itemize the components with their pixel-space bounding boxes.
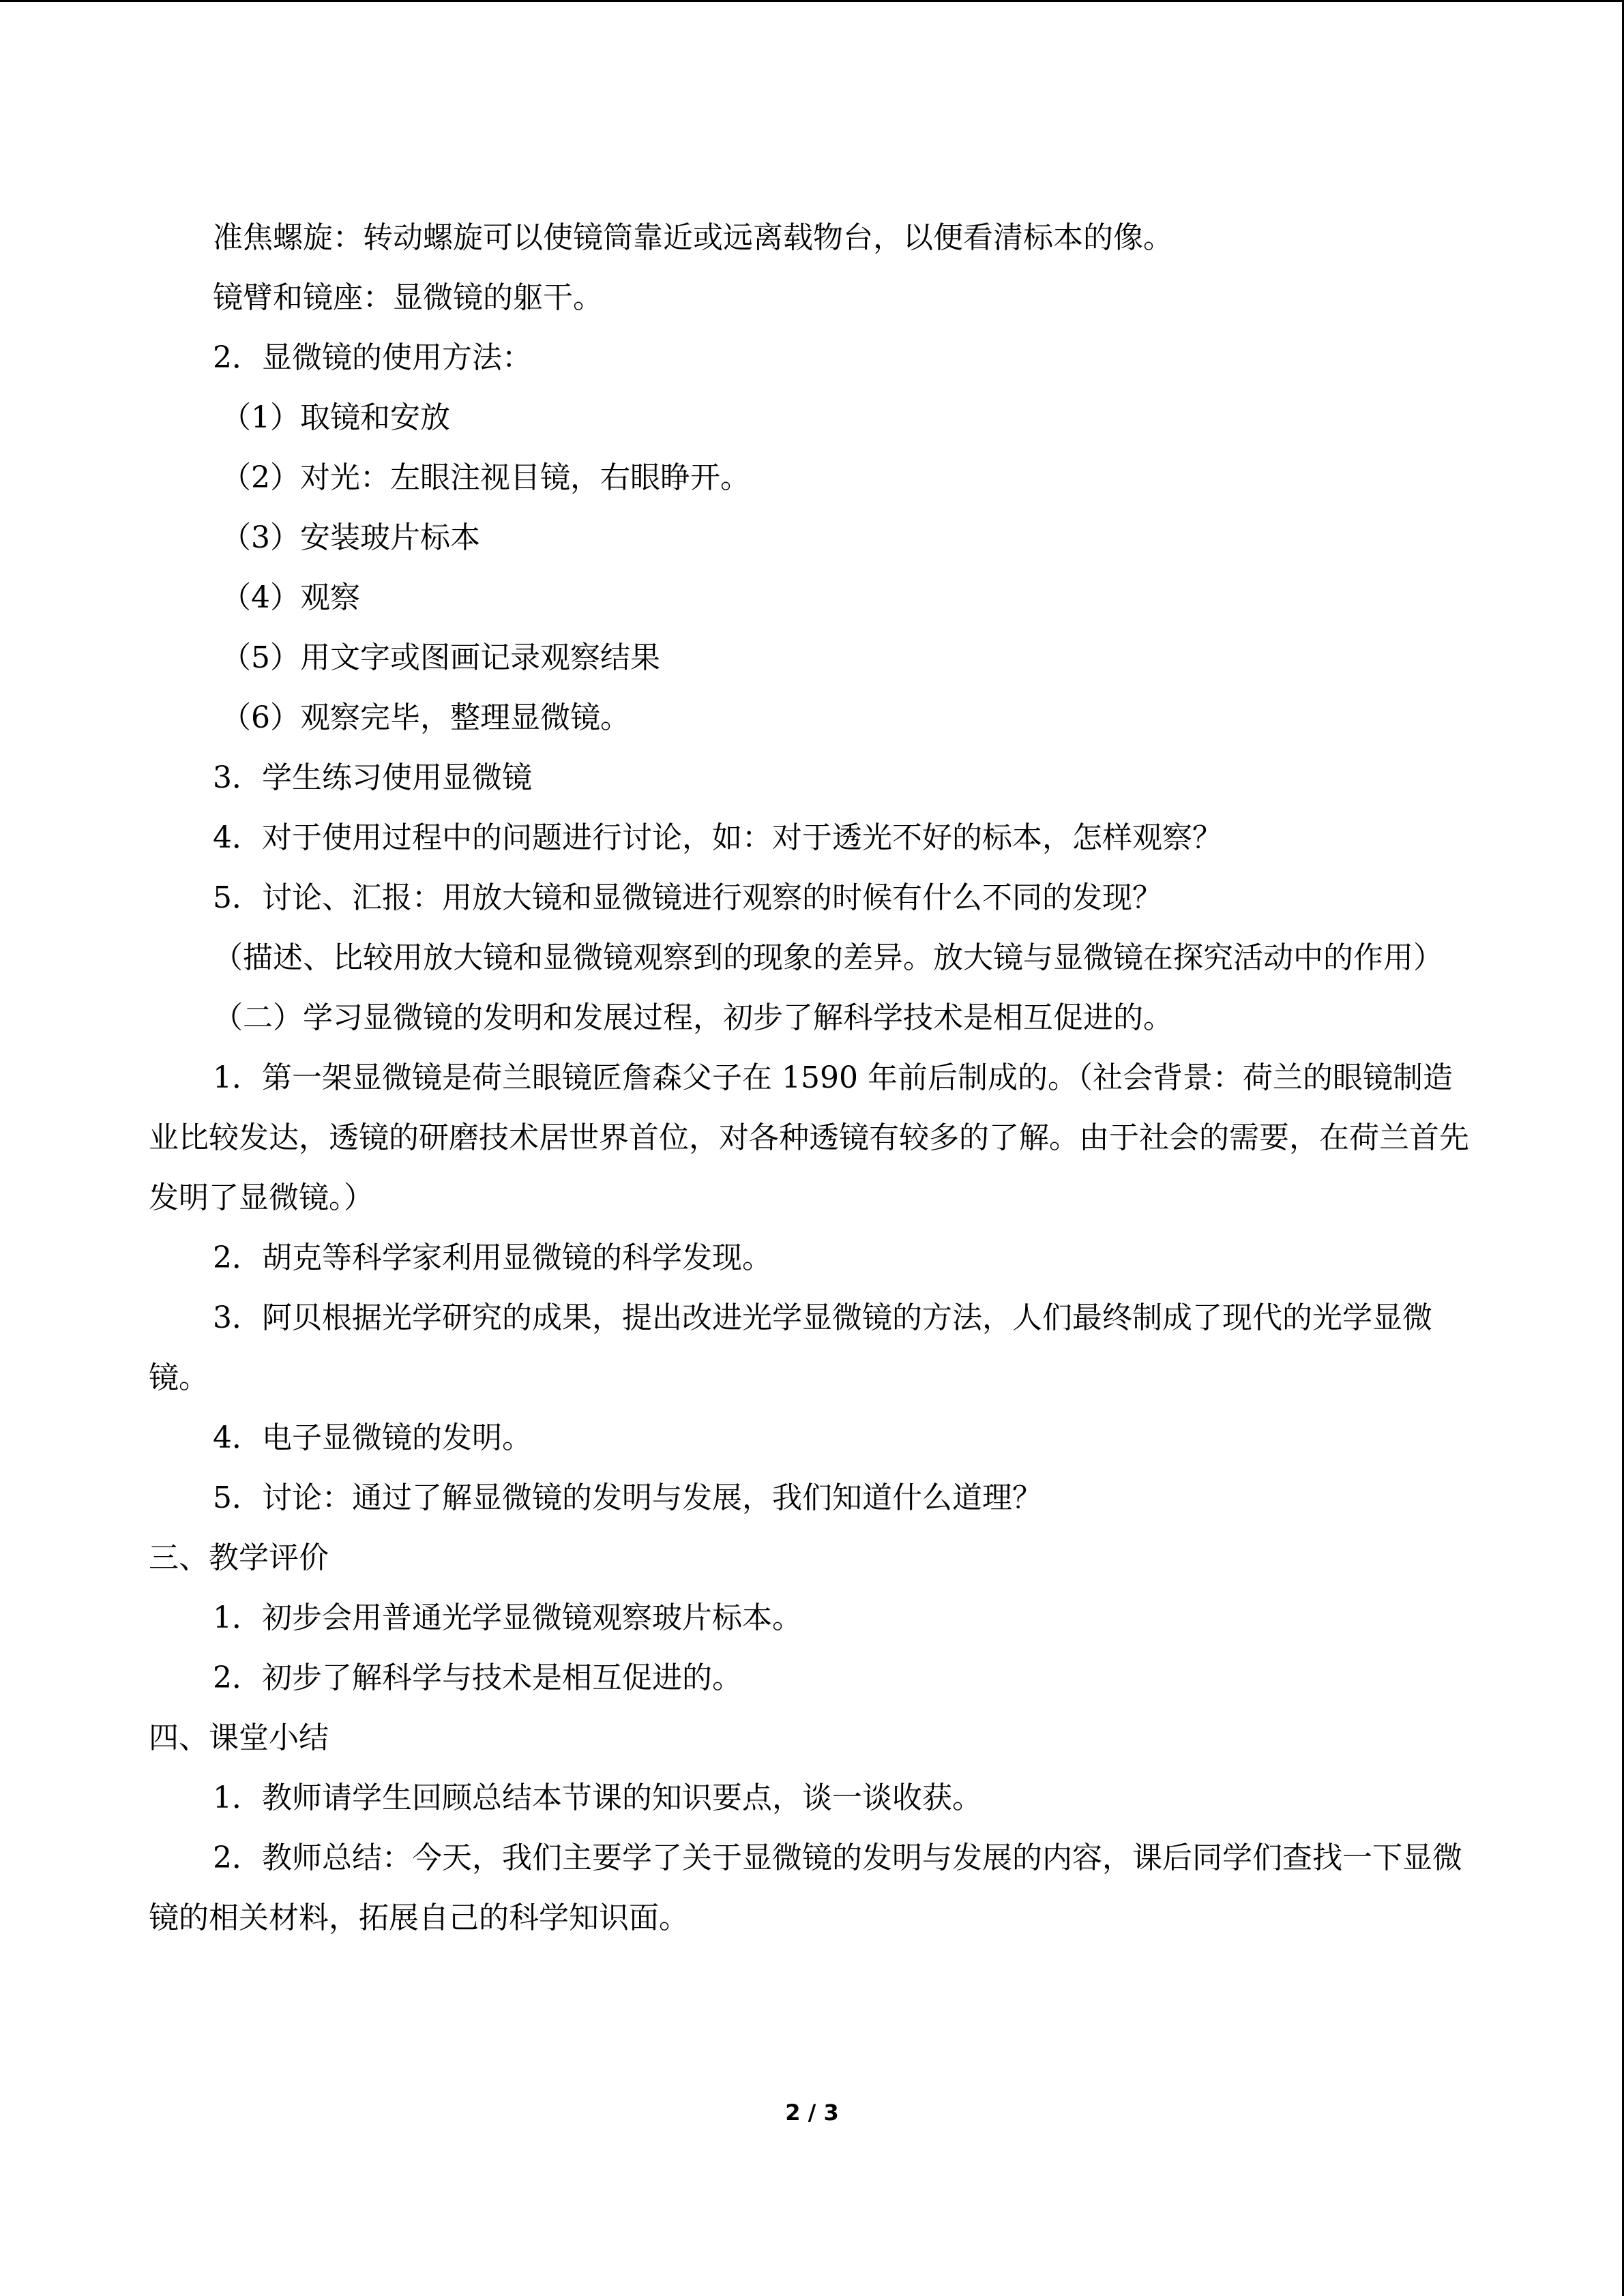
item-electron-microscope: 4．电子显微镜的发明。 <box>213 1420 532 1455</box>
step-6: （6）观察完毕，整理显微镜。 <box>221 700 630 735</box>
top-border <box>0 0 1624 2</box>
item-hooke: 2．胡克等科学家利用显微镜的科学发现。 <box>213 1240 772 1275</box>
step-3: （3）安装玻片标本 <box>221 520 480 555</box>
evaluation-item-1: 1．初步会用普通光学显微镜观察玻片标本。 <box>213 1600 802 1635</box>
summary-item-1: 1．教师请学生回顾总结本节课的知识要点，谈一谈收获。 <box>213 1780 982 1815</box>
page-body <box>149 208 1475 1948</box>
paragraph-abbe: 3．阿贝根据光学研究的成果，提出改进光学显微镜的方法，人们最终制成了现代的光学显微镜。 <box>149 1300 1432 1395</box>
section-heading-history: （二）学习显微镜的发明和发展过程，初步了解科学技术是相互促进的。 <box>213 1000 1173 1035</box>
step-2: （2）对光：左眼注视目镜，右眼睁开。 <box>221 460 750 495</box>
step-4: （4）观察 <box>221 580 360 615</box>
page-number: 2 / 3 <box>785 2100 839 2126</box>
item-practice: 3．学生练习使用显微镜 <box>213 760 532 795</box>
step-1: （1）取镜和安放 <box>221 400 450 435</box>
section-heading-summary: 四、课堂小结 <box>149 1720 329 1755</box>
paragraph-focus-knob: 准焦螺旋：转动螺旋可以使镜筒靠近或远离载物台，以便看清标本的像。 <box>213 220 1173 255</box>
step-5: （5）用文字或图画记录观察结果 <box>221 640 660 675</box>
summary-item-2: 2．教师总结：今天，我们主要学了关于显微镜的发明与发展的内容，课后同学们查找一下显微镜的相关材料，拓展自己的科学知识面。 <box>149 1840 1462 1935</box>
heading-usage-method: 2．显微镜的使用方法： <box>213 340 532 375</box>
item-discussion-history: 5．讨论：通过了解显微镜的发明与发展，我们知道什么道理？ <box>213 1480 1042 1515</box>
section-heading-evaluation: 三、教学评价 <box>149 1540 329 1575</box>
item-report: 5．讨论、汇报：用放大镜和显微镜进行观察的时候有什么不同的发现？ <box>213 880 1162 915</box>
evaluation-item-2: 2．初步了解科学与技术是相互促进的。 <box>213 1660 742 1695</box>
paragraph-comparison: （描述、比较用放大镜和显微镜观察到的现象的差异。放大镜与显微镜在探究活动中的作用） <box>213 940 1443 975</box>
item-discussion: 4．对于使用过程中的问题进行讨论，如：对于透光不好的标本，怎样观察？ <box>213 820 1222 855</box>
paragraph-arm-base: 镜臂和镜座：显微镜的躯干。 <box>213 280 603 315</box>
paragraph-first-microscope: 1．第一架显微镜是荷兰眼镜匠詹森父子在 1590 年前后制成的。（社会背景：荷兰的眼镜制造业比较发达，透镜的研磨技术居世界首位，对各种透镜有较多的了解。由于社会的需要，在荷兰首先发明了显微镜。） <box>149 1060 1469 1215</box>
